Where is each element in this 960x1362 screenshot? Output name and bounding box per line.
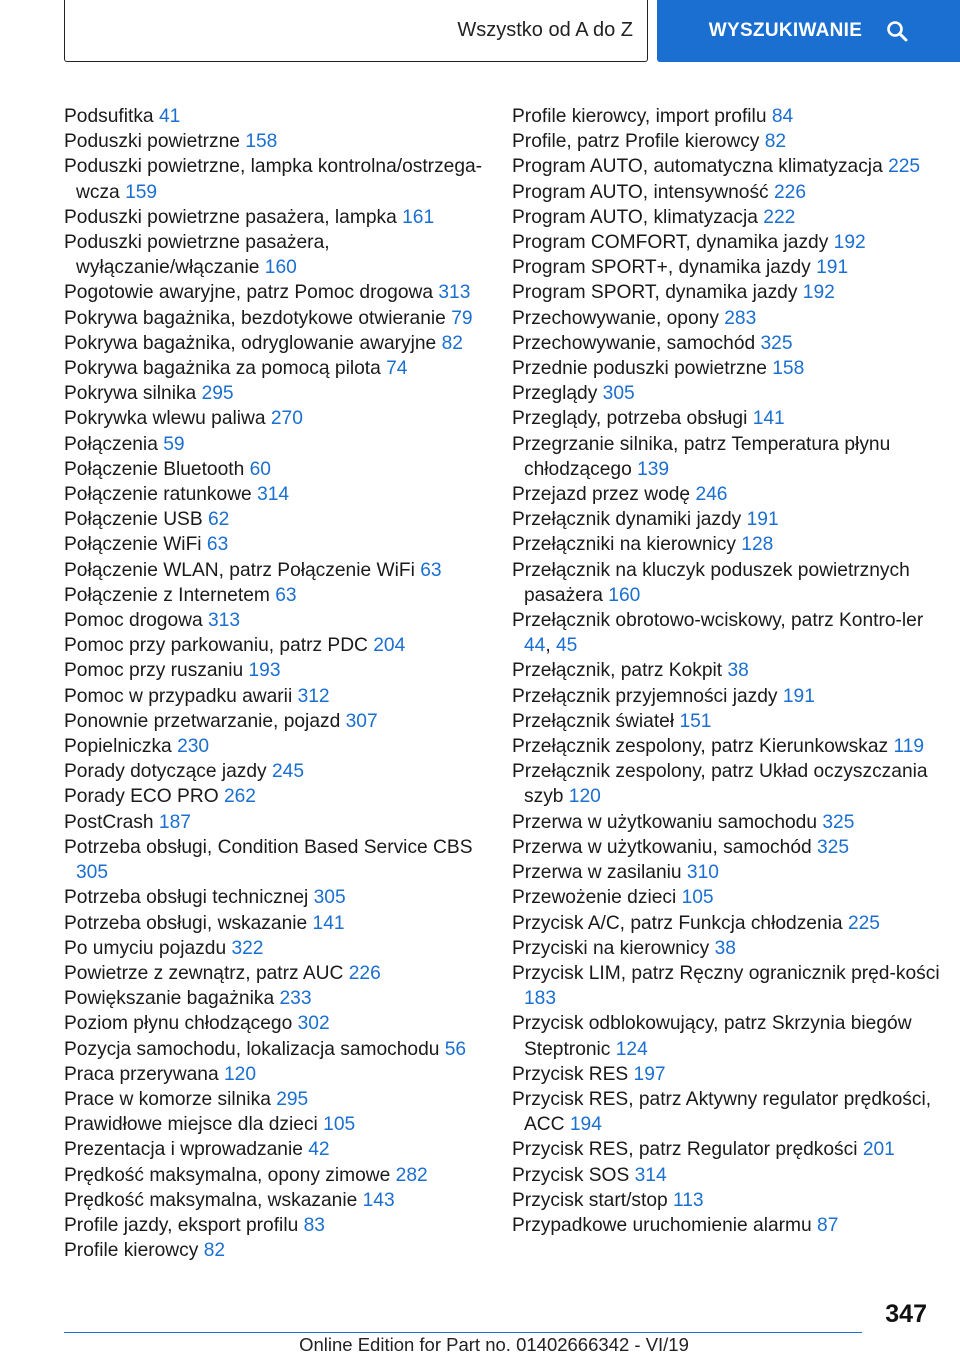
index-entry bbox=[64, 961, 484, 986]
index-term: Prace w komorze silnika bbox=[64, 1088, 271, 1110]
page-link[interactable]: 187 bbox=[158, 811, 191, 833]
page-link[interactable]: 192 bbox=[802, 282, 835, 304]
page-link[interactable]: 120 bbox=[568, 786, 601, 808]
index-entry bbox=[512, 658, 942, 683]
index-entry bbox=[64, 633, 484, 658]
index-entry bbox=[64, 280, 484, 305]
page-link[interactable]: 230 bbox=[177, 736, 210, 758]
index-term: Przełącznik świateł bbox=[512, 710, 675, 732]
a-to-z-tab-label: Wszystko od A do Z bbox=[457, 19, 633, 41]
page-link[interactable]: 295 bbox=[276, 1088, 309, 1110]
page-link[interactable]: 325 bbox=[760, 332, 793, 354]
page-link[interactable]: 246 bbox=[695, 484, 728, 506]
page-link[interactable]: 191 bbox=[782, 685, 815, 707]
page-link[interactable]: 141 bbox=[752, 408, 785, 430]
index-term: Profile, patrz Profile kierowcy bbox=[512, 131, 760, 153]
page-link[interactable]: 160 bbox=[264, 257, 297, 279]
index-term: Popielniczka bbox=[64, 736, 172, 758]
index-entry bbox=[64, 331, 484, 356]
index-term: Poziom płynu chłodzącego bbox=[64, 1013, 293, 1035]
page-link[interactable]: 305 bbox=[602, 383, 635, 405]
index-entry bbox=[64, 457, 484, 482]
page-link[interactable]: 313 bbox=[438, 282, 471, 304]
index-term: Przycisk RES, patrz Regulator prędkości bbox=[512, 1139, 858, 1161]
index-entry bbox=[512, 936, 942, 961]
page-link[interactable]: 305 bbox=[76, 862, 109, 884]
index-entry bbox=[512, 1188, 942, 1213]
page-link[interactable]: 38 bbox=[714, 937, 736, 959]
page-link[interactable]: 84 bbox=[771, 106, 794, 127]
page-link[interactable]: 143 bbox=[362, 1189, 395, 1211]
index-entry bbox=[512, 406, 942, 431]
page-link[interactable]: 41 bbox=[158, 106, 181, 127]
page-link[interactable]: 295 bbox=[201, 383, 234, 405]
index-entry bbox=[64, 507, 484, 532]
index-term: Połączenie ratunkowe bbox=[64, 484, 252, 506]
index-entry bbox=[64, 734, 484, 759]
index-entry bbox=[64, 810, 484, 835]
index-term: Powiększanie bagażnika bbox=[64, 988, 275, 1010]
index-entry bbox=[512, 961, 942, 1011]
page-link[interactable]: 158 bbox=[772, 358, 805, 380]
page-link[interactable]: 313 bbox=[208, 610, 241, 632]
index-term: Przerwa w użytkowaniu samochodu bbox=[512, 811, 818, 833]
index-entry bbox=[64, 532, 484, 557]
index-entry bbox=[512, 306, 942, 331]
index-entry bbox=[64, 583, 484, 608]
index-term: Poduszki powietrzne bbox=[64, 131, 240, 153]
page-link[interactable]: 325 bbox=[822, 811, 855, 833]
index-entry bbox=[64, 1037, 484, 1062]
page-link[interactable]: 82 bbox=[203, 1240, 226, 1262]
index-entry bbox=[512, 759, 942, 809]
index-term: Pomoc drogowa bbox=[64, 610, 203, 632]
index-entry bbox=[512, 885, 942, 910]
index-term: Przycisk LIM, patrz Ręczny ogranicznik pręd‐kości bbox=[512, 962, 940, 984]
page-link[interactable]: 160 bbox=[608, 584, 641, 606]
page-link[interactable]: 159 bbox=[125, 181, 158, 203]
index-term: Przycisk SOS bbox=[512, 1164, 630, 1186]
index-entry bbox=[512, 230, 942, 255]
page-link[interactable]: 105 bbox=[323, 1114, 356, 1136]
page-link[interactable]: 197 bbox=[633, 1063, 666, 1085]
index-term: Profile jazdy, eksport profilu bbox=[64, 1214, 299, 1236]
index-entry bbox=[64, 885, 484, 910]
page-link[interactable]: 44 bbox=[524, 635, 546, 657]
index-entry bbox=[64, 658, 484, 683]
index-term: Przerwa w zasilaniu bbox=[512, 862, 682, 884]
page-link[interactable]: 325 bbox=[817, 836, 850, 858]
index-entry bbox=[512, 129, 942, 154]
page-link[interactable]: 233 bbox=[279, 988, 312, 1010]
index-entry bbox=[64, 1238, 484, 1263]
index-term: Ponownie przetwarzanie, pojazd bbox=[64, 710, 341, 732]
index-term: Poduszki powietrzne pasażera, lampka bbox=[64, 206, 397, 228]
index-entry bbox=[64, 1112, 484, 1137]
index-entry bbox=[64, 1188, 484, 1213]
index-entry bbox=[64, 1062, 484, 1087]
page-link[interactable]: 105 bbox=[681, 887, 714, 909]
index-term: Przycisk odblokowujący, patrz Skrzynia biegów Steptronic bbox=[512, 1013, 912, 1060]
page-link[interactable]: 82 bbox=[441, 332, 463, 354]
index-term: Poduszki powietrzne pasażera, wyłączanie/włączanie bbox=[64, 232, 330, 279]
index-entry bbox=[512, 558, 942, 608]
index-term: Przełącznik zespolony, patrz Układ oczyszczania szyb bbox=[512, 761, 928, 808]
page-link[interactable]: 63 bbox=[275, 584, 297, 606]
index-term: Połączenie Bluetooth bbox=[64, 458, 245, 480]
index-entry bbox=[512, 1137, 942, 1162]
index-term: Przycisk start/stop bbox=[512, 1189, 668, 1211]
index-term: Połączenie WLAN, patrz Połączenie WiFi bbox=[64, 559, 415, 581]
index-entry bbox=[512, 1213, 942, 1238]
index-term: Przypadkowe uruchomienie alarmu bbox=[512, 1214, 812, 1236]
index-term: Przeglądy bbox=[512, 383, 598, 405]
page-link[interactable]: 74 bbox=[386, 358, 408, 380]
page-link[interactable]: 45 bbox=[556, 635, 578, 657]
page-link[interactable]: 302 bbox=[297, 1013, 330, 1035]
index-entry bbox=[512, 860, 942, 885]
page-link[interactable]: 183 bbox=[524, 988, 557, 1010]
index-term: Przegrzanie silnika, patrz Temperatura płynu chłodzącego bbox=[512, 433, 891, 480]
index-term: Powietrze z zewnątrz, patrz AUC bbox=[64, 962, 344, 984]
index-term: Poduszki powietrzne, lampka kontrolna/ostrzega‐wcza bbox=[64, 156, 483, 203]
index-entry bbox=[512, 432, 942, 482]
index-entry bbox=[512, 482, 942, 507]
index-entry bbox=[512, 104, 942, 129]
page-link[interactable]: 201 bbox=[862, 1139, 895, 1161]
index-term: Pomoc przy parkowaniu, patrz PDC bbox=[64, 635, 368, 657]
index-term: Program AUTO, automatyczna klimatyzacja bbox=[512, 156, 883, 178]
index-entry bbox=[64, 835, 484, 885]
page-link[interactable]: 63 bbox=[206, 534, 229, 556]
page-number: 347 bbox=[885, 1300, 927, 1328]
page-link[interactable]: 38 bbox=[727, 660, 749, 682]
index-term: Program AUTO, klimatyzacja bbox=[512, 206, 758, 228]
index-entry bbox=[64, 205, 484, 230]
index-entry bbox=[64, 684, 484, 709]
index-term: Przechowywanie, samochód bbox=[512, 332, 756, 354]
index-entry bbox=[512, 180, 942, 205]
index-term: Porady ECO PRO bbox=[64, 786, 219, 808]
index-term: Przełącznik przyjemności jazdy bbox=[512, 685, 778, 707]
index-entry bbox=[64, 1011, 484, 1036]
page-link[interactable]: 158 bbox=[245, 131, 278, 153]
index-term: Przejazd przez wodę bbox=[512, 484, 691, 506]
page-link[interactable]: 60 bbox=[249, 458, 271, 480]
index-term: Połączenie USB bbox=[64, 509, 203, 531]
index-entry bbox=[64, 709, 484, 734]
page-link[interactable]: 322 bbox=[231, 937, 264, 959]
index-entry bbox=[512, 507, 942, 532]
index-entry bbox=[512, 1062, 942, 1087]
a-to-z-tab[interactable] bbox=[64, 0, 648, 62]
index-column-left bbox=[64, 104, 484, 1263]
index-entry bbox=[64, 230, 484, 280]
index-entry bbox=[64, 911, 484, 936]
index-entry bbox=[512, 911, 942, 936]
index-entry bbox=[64, 1137, 484, 1162]
page-link[interactable]: 314 bbox=[257, 484, 290, 506]
index-term: Pomoc przy ruszaniu bbox=[64, 660, 244, 682]
search-tab[interactable] bbox=[657, 0, 960, 62]
index-term: Przełącznik zespolony, patrz Kierunkowskaz bbox=[512, 736, 889, 758]
index-term: Pomoc w przypadku awarii bbox=[64, 685, 293, 707]
page-link[interactable]: 312 bbox=[297, 685, 330, 707]
index-entry bbox=[512, 356, 942, 381]
index-term: Potrzeba obsługi, wskazanie bbox=[64, 912, 308, 934]
index-term: Przyciski na kierownicy bbox=[512, 937, 710, 959]
index-column-right bbox=[512, 104, 942, 1238]
index-term: Połączenie z Internetem bbox=[64, 584, 270, 606]
index-term: Pogotowie awaryjne, patrz Pomoc drogowa bbox=[64, 282, 434, 304]
index-entry bbox=[64, 608, 484, 633]
page-link[interactable]: 87 bbox=[817, 1214, 839, 1236]
page-link[interactable]: 59 bbox=[163, 433, 185, 455]
page-link[interactable]: 119 bbox=[893, 736, 925, 758]
index-entry bbox=[512, 1163, 942, 1188]
index-entry bbox=[512, 532, 942, 557]
index-entry bbox=[64, 936, 484, 961]
page-link[interactable]: 124 bbox=[615, 1038, 648, 1060]
index-term: Połączenia bbox=[64, 433, 158, 455]
index-term: Przycisk RES bbox=[512, 1063, 629, 1085]
index-entry bbox=[512, 205, 942, 230]
index-entry bbox=[64, 986, 484, 1011]
index-term: Program AUTO, intensywność bbox=[512, 181, 769, 203]
index-term: PostCrash bbox=[64, 811, 154, 833]
index-term: Prawidłowe miejsce dla dzieci bbox=[64, 1114, 318, 1136]
index-entry bbox=[64, 432, 484, 457]
index-entry bbox=[64, 104, 484, 129]
edition-info: Online Edition for Part no. 01402666342 - VI/19 bbox=[299, 1334, 689, 1355]
index-term: Pokrywa bagażnika, odryglowanie awaryjne bbox=[64, 332, 437, 354]
page-link[interactable]: 120 bbox=[223, 1063, 256, 1085]
page-link[interactable]: 56 bbox=[444, 1038, 467, 1060]
index-term: Przycisk A/C, patrz Funkcja chłodzenia bbox=[512, 912, 843, 934]
index-term: Przechowywanie, opony bbox=[512, 307, 719, 329]
index-term: Porady dotyczące jazdy bbox=[64, 761, 267, 783]
index-term: Profile kierowcy bbox=[64, 1240, 199, 1262]
page-link[interactable]: 270 bbox=[270, 408, 303, 430]
index-entry bbox=[64, 482, 484, 507]
index-term: Program COMFORT, dynamika jazdy bbox=[512, 232, 829, 254]
index-term: Przednie poduszki powietrzne bbox=[512, 358, 767, 380]
index-entry bbox=[512, 381, 942, 406]
index-entry bbox=[64, 381, 484, 406]
index-term: Podsufitka bbox=[64, 106, 154, 127]
magnifier-icon bbox=[886, 20, 908, 42]
index-term: Przewożenie dzieci bbox=[512, 887, 677, 909]
page-link[interactable]: 82 bbox=[764, 131, 787, 153]
page-link[interactable]: 191 bbox=[816, 257, 849, 279]
page-link[interactable]: 226 bbox=[774, 181, 807, 203]
page-link[interactable]: 151 bbox=[679, 710, 712, 732]
index-entry bbox=[512, 1087, 942, 1137]
page-link[interactable]: 42 bbox=[308, 1139, 330, 1161]
index-term: Program SPORT+, dynamika jazdy bbox=[512, 257, 811, 279]
index-term: Praca przerywana bbox=[64, 1063, 219, 1085]
index-term: Pokrywka wlewu paliwa bbox=[64, 408, 266, 430]
index-entry bbox=[64, 759, 484, 784]
index-entry bbox=[64, 1087, 484, 1112]
index-entry bbox=[512, 255, 942, 280]
index-term: Przeglądy, potrzeba obsługi bbox=[512, 408, 748, 430]
page-link[interactable]: 245 bbox=[271, 761, 304, 783]
index-entry bbox=[64, 306, 484, 331]
index-entry bbox=[512, 684, 942, 709]
index-term: Przełączniki na kierownicy bbox=[512, 534, 736, 556]
index-entry bbox=[512, 154, 942, 179]
index-entry bbox=[64, 154, 484, 204]
page-link[interactable]: 141 bbox=[312, 912, 345, 934]
index-term: Przełącznik, patrz Kokpit bbox=[512, 660, 723, 682]
page-link[interactable]: 128 bbox=[741, 534, 774, 556]
page-link[interactable]: 161 bbox=[402, 206, 435, 228]
index-term: Prędkość maksymalna, opony zimowe bbox=[64, 1164, 391, 1186]
page-link[interactable]: 192 bbox=[833, 232, 866, 254]
page-link[interactable]: 204 bbox=[373, 635, 406, 657]
index-entry bbox=[512, 709, 942, 734]
index-term: Przycisk RES, patrz Aktywny regulator prędkości, ACC bbox=[512, 1088, 932, 1136]
page-link[interactable]: 193 bbox=[248, 660, 281, 682]
search-tab-label: WYSZUKIWANIE bbox=[708, 20, 863, 41]
page-link[interactable]: 314 bbox=[634, 1164, 667, 1186]
page-link[interactable]: 113 bbox=[673, 1189, 704, 1211]
page-link[interactable]: 282 bbox=[395, 1164, 428, 1186]
index-term: Prędkość maksymalna, wskazanie bbox=[64, 1189, 358, 1211]
page-link[interactable]: 283 bbox=[724, 307, 757, 329]
page-link[interactable]: 139 bbox=[637, 458, 670, 480]
index-entry bbox=[64, 1163, 484, 1188]
page-link[interactable]: 222 bbox=[763, 206, 796, 228]
index-entry: Przełącznik obrotowo-wciskowy, patrz Kontro‐ler 44, 45 bbox=[512, 610, 924, 657]
index-entry bbox=[512, 734, 942, 759]
index-term: Przerwa w użytkowaniu, samochód bbox=[512, 836, 812, 858]
index-term: Potrzeba obsługi technicznej bbox=[64, 887, 309, 909]
index-entry bbox=[64, 356, 484, 381]
page-link[interactable]: 307 bbox=[345, 710, 378, 732]
index-term: Pokrywa bagażnika, bezdotykowe otwieranie bbox=[64, 307, 446, 329]
page-link[interactable]: 225 bbox=[847, 912, 880, 934]
index-entry bbox=[512, 331, 942, 356]
footer-divider bbox=[64, 1332, 862, 1333]
index-entry bbox=[512, 280, 942, 305]
index-entry bbox=[64, 406, 484, 431]
index-entry bbox=[64, 129, 484, 154]
index-entry bbox=[512, 835, 942, 860]
index-term: Potrzeba obsługi, Condition Based Service CBS bbox=[64, 836, 473, 858]
index-term: Połączenie WiFi bbox=[64, 534, 202, 556]
index-term: Program SPORT, dynamika jazdy bbox=[512, 282, 798, 304]
index-term: Prezentacja i wprowadzanie bbox=[64, 1139, 303, 1161]
page-link[interactable]: 194 bbox=[569, 1114, 602, 1136]
index-term: Pokrywa bagażnika za pomocą pilota bbox=[64, 358, 381, 380]
index-entry bbox=[512, 810, 942, 835]
index-term: Profile kierowcy, import profilu bbox=[512, 106, 767, 127]
page-link[interactable]: 310 bbox=[686, 862, 719, 884]
page-link[interactable]: 83 bbox=[303, 1214, 325, 1236]
index-term: Przełącznik dynamiki jazdy bbox=[512, 509, 742, 531]
page-link[interactable]: 79 bbox=[451, 307, 473, 329]
index-term: Przełącznik na kluczyk poduszek powietrznych pasażera bbox=[512, 559, 910, 606]
page-link[interactable]: 62 bbox=[208, 509, 230, 531]
page-link[interactable]: 226 bbox=[348, 962, 381, 984]
index-entry bbox=[64, 1213, 484, 1238]
page-link[interactable]: 191 bbox=[746, 509, 779, 531]
index-term: Pokrywa silnika bbox=[64, 383, 197, 405]
page-link[interactable]: 225 bbox=[888, 156, 921, 178]
page-link[interactable]: 63 bbox=[420, 559, 442, 581]
index-term: Przełącznik obrotowo-wciskowy, patrz Kontro‐ler bbox=[512, 610, 924, 632]
index-term: Pozycja samochodu, lokalizacja samochodu bbox=[64, 1038, 440, 1060]
index-entry bbox=[512, 1011, 942, 1061]
index-entry bbox=[64, 558, 484, 583]
page-link[interactable]: 262 bbox=[223, 786, 256, 808]
index-term: Po umyciu pojazdu bbox=[64, 937, 227, 959]
index-entry bbox=[64, 784, 484, 809]
page-link[interactable]: 305 bbox=[313, 887, 346, 909]
